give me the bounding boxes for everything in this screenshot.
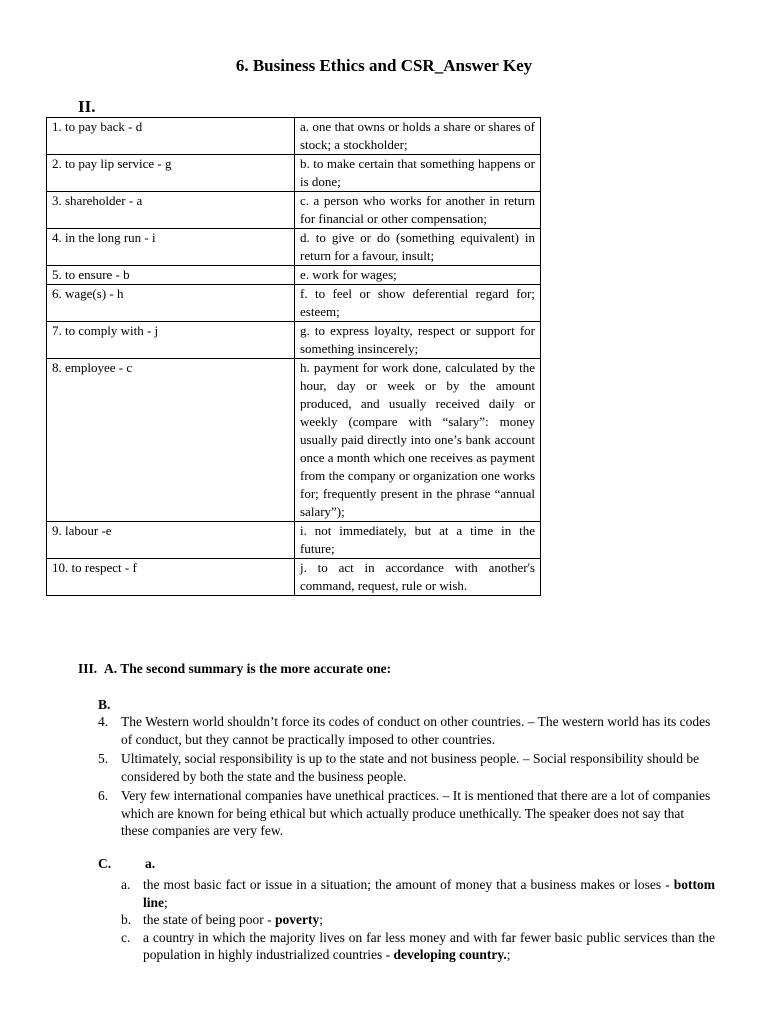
- term-cell: 5. to ensure - b: [47, 266, 295, 285]
- definition-cell: h. payment for work done, calculated by the hour, day or week or by the amount produced, and usually received daily or weekly (compare with “salary”: money usually paid directly into one’s bank account once a month which one receives as payment from the company or organization one works for; frequently present in the phrase “annual salary”);: [295, 359, 541, 522]
- section-iii-heading: [78, 661, 391, 677]
- answer-term: poverty: [274, 912, 320, 927]
- answer-term: bottom line: [143, 877, 715, 910]
- table-row: [47, 559, 541, 596]
- part-b-label: B.: [98, 697, 111, 712]
- list-item-number: 4.: [98, 714, 109, 729]
- term-cell: 2. to pay lip service - g: [47, 155, 295, 192]
- table-row: [47, 266, 541, 285]
- list-item: [121, 876, 715, 911]
- table-row: [47, 155, 541, 192]
- list-item: [121, 911, 715, 929]
- list-item: [98, 713, 715, 748]
- list-item-text: Very few international companies have unethical practices. – It is mentioned that there are a lot of companies which are known for being ethical but which actually produce unethically. The speaker does not say that these companies are very few.: [121, 788, 711, 838]
- term-cell: 10. to respect - f: [47, 559, 295, 596]
- list-item-text: the state of being poor -: [143, 912, 275, 927]
- definition-cell: i. not immediately, but at a time in the future;: [295, 522, 541, 559]
- list-item-text: a country in which the majority lives on far less money and with far fewer basic public services than the population in highly industrialized countries -: [143, 929, 715, 962]
- list-item: [98, 787, 715, 840]
- definition-cell: a. one that owns or holds a share or shares of stock; a stockholder;: [295, 118, 541, 155]
- part-b-list: [98, 713, 715, 842]
- list-item-number: 5.: [98, 751, 109, 766]
- term-cell: 3. shareholder - a: [47, 192, 295, 229]
- table-row: [47, 322, 541, 359]
- definition-cell: c. a person who works for another in return for financial or other compensation;: [295, 192, 541, 229]
- term-cell: 9. labour -e: [47, 522, 295, 559]
- list-item-end: ;: [319, 912, 323, 927]
- section-iii-a-text: A. The second summary is the more accurate one:: [104, 661, 392, 676]
- list-item-text: Ultimately, social responsibility is up to the state and not business people. – Social responsibility should be considered by both the state and the business people.: [121, 751, 700, 784]
- section-ii-heading: II.: [78, 97, 96, 116]
- table-row: [47, 192, 541, 229]
- definition-cell: d. to give or do (something equivalent) in return for a favour, insult;: [295, 229, 541, 266]
- definition-cell: f. to feel or show deferential regard for; esteem;: [295, 285, 541, 322]
- section-iii-number: III.: [78, 661, 98, 676]
- definition-cell: b. to make certain that something happens or is done;: [295, 155, 541, 192]
- list-item-letter: a.: [121, 877, 131, 892]
- list-item: [121, 929, 715, 964]
- table-row: [47, 359, 541, 522]
- term-cell: 6. wage(s) - h: [47, 285, 295, 322]
- list-item-number: 6.: [98, 788, 109, 803]
- list-item-end: ;: [506, 947, 511, 962]
- table-row: [47, 229, 541, 266]
- list-item-end: ;: [164, 894, 168, 910]
- list-item: [98, 750, 715, 785]
- page-title: 6. Business Ethics and CSR_Answer Key: [235, 56, 533, 75]
- table-row: [47, 522, 541, 559]
- part-c-list: [121, 876, 715, 964]
- answer-term: developing country.: [393, 947, 507, 962]
- definition-cell: j. to act in accordance with another's command, request, rule or wish.: [295, 559, 541, 596]
- term-cell: 1. to pay back - d: [47, 118, 295, 155]
- list-item-letter: c.: [121, 929, 131, 945]
- part-c-sub-label: a.: [145, 856, 156, 871]
- term-cell: 4. in the long run - i: [47, 229, 295, 266]
- list-item-text: The Western world shouldn’t force its codes of conduct on other countries. – The western world has its codes of conduct, but they cannot be practically imposed to other countries.: [121, 714, 711, 747]
- term-cell: 7. to comply with - j: [47, 322, 295, 359]
- list-item-letter: b.: [121, 912, 132, 927]
- part-c-label: [98, 856, 155, 872]
- list-item-text: the most basic fact or issue in a situation; the amount of money that a business makes or loses -: [143, 877, 674, 892]
- table-row: [47, 118, 541, 155]
- definition-cell: g. to express loyalty, respect or support for something insincerely;: [295, 322, 541, 359]
- part-c-letter: C.: [98, 856, 112, 871]
- table-row: [47, 285, 541, 322]
- term-cell: 8. employee - c: [47, 359, 295, 522]
- matching-table: [46, 117, 541, 596]
- definition-cell: e. work for wages;: [295, 266, 541, 285]
